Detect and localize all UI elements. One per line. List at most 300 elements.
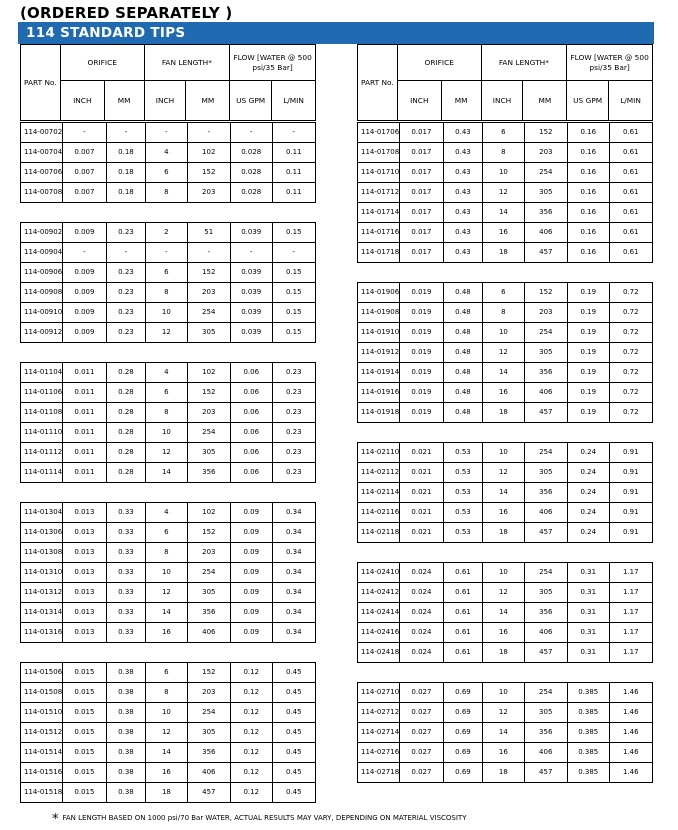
fan-mm-cell: 203: [187, 183, 230, 203]
orifice-inch-header: INCH: [60, 81, 104, 121]
fan-mm-cell: 254: [524, 683, 567, 703]
part-number-cell: 114-01112: [21, 443, 63, 463]
table-row: [358, 703, 653, 723]
orifice-mm-header: MM: [104, 81, 144, 121]
table-row: [21, 623, 316, 643]
l-min-cell: 0.91: [609, 463, 653, 483]
fan-inch-cell: 10: [146, 423, 187, 443]
fan-mm-cell: 152: [187, 263, 230, 283]
part-number-cell: 114-01314: [21, 603, 63, 623]
l-min-cell: -: [272, 243, 316, 263]
orifice-mm-cell: 0.33: [106, 503, 146, 523]
us-gpm-cell: 0.06: [231, 363, 273, 383]
us-gpm-cell: 0.039: [230, 303, 272, 323]
table-row: [358, 283, 653, 303]
us-gpm-cell: 0.12: [231, 703, 273, 723]
us-gpm-cell: 0.12: [231, 683, 273, 703]
fan-mm-cell: 457: [524, 763, 567, 783]
fan-inch-cell: 4: [146, 363, 187, 383]
right-group-1: [357, 122, 653, 263]
orifice-mm-cell: 0.18: [106, 163, 146, 183]
orifice-mm-cell: 0.53: [443, 463, 483, 483]
part-number-cell: 114-01506: [21, 663, 63, 683]
orifice-inch-cell: 0.013: [63, 623, 107, 643]
fan-length-header: FAN LENGTH*: [481, 45, 567, 81]
orifice-inch-cell: 0.015: [63, 763, 107, 783]
orifice-inch-cell: 0.015: [63, 703, 107, 723]
fan-mm-cell: 305: [187, 583, 230, 603]
orifice-mm-cell: 0.23: [106, 303, 146, 323]
l-min-header: L/MIN: [272, 81, 316, 121]
part-number-cell: 114-01912: [358, 343, 400, 363]
orifice-mm-cell: 0.48: [443, 303, 483, 323]
part-number-cell: 114-00706: [21, 163, 63, 183]
us-gpm-cell: 0.19: [568, 343, 610, 363]
fan-inch-cell: 6: [146, 523, 187, 543]
orifice-inch-cell: 0.027: [400, 763, 444, 783]
us-gpm-cell: 0.16: [568, 243, 610, 263]
orifice-mm-cell: 0.43: [443, 163, 483, 183]
fan-inch-cell: 12: [146, 443, 187, 463]
orifice-mm-cell: 0.61: [443, 643, 483, 663]
orifice-mm-cell: 0.33: [106, 583, 146, 603]
fan-mm-cell: 457: [187, 783, 230, 803]
part-number-cell: 114-01514: [21, 743, 63, 763]
table-row: [358, 723, 653, 743]
l-min-cell: 0.23: [272, 383, 316, 403]
left-group-1: [20, 122, 316, 203]
orifice-mm-cell: 0.33: [106, 603, 146, 623]
us-gpm-cell: 0.24: [568, 483, 610, 503]
orifice-mm-cell: 0.69: [443, 683, 483, 703]
table-row: [21, 463, 316, 483]
table-row: [21, 783, 316, 803]
orifice-inch-cell: 0.019: [400, 283, 444, 303]
orifice-mm-cell: 0.61: [443, 603, 483, 623]
fan-inch-cell: 18: [483, 403, 524, 423]
footnote-asterisk: *: [52, 812, 59, 827]
table-row: [358, 763, 653, 783]
table-row: [21, 683, 316, 703]
fan-inch-cell: 16: [483, 743, 524, 763]
us-gpm-cell: 0.028: [230, 163, 272, 183]
orifice-inch-cell: 0.013: [63, 543, 107, 563]
part-number-cell: 114-00704: [21, 143, 63, 163]
footnote-text: FAN LENGTH BASED ON 1000 psi/70 Bar WATER, ACTUAL RESULTS MAY VARY, DEPENDING ON MATERIAL VISCOSITY: [62, 814, 467, 822]
us-gpm-cell: 0.385: [567, 763, 609, 783]
l-min-cell: 0.34: [272, 583, 316, 603]
table-row: [21, 723, 316, 743]
fan-mm-cell: 356: [524, 723, 567, 743]
fan-inch-cell: 10: [483, 683, 524, 703]
part-number-cell: 114-01306: [21, 523, 63, 543]
l-min-cell: 0.15: [272, 303, 316, 323]
orifice-inch-cell: 0.011: [63, 403, 107, 423]
fan-inch-cell: 8: [146, 183, 187, 203]
fan-mm-cell: 457: [524, 643, 567, 663]
orifice-mm-cell: 0.33: [106, 563, 146, 583]
l-min-cell: 1.46: [609, 683, 653, 703]
orifice-inch-cell: 0.007: [63, 183, 107, 203]
l-min-header: L/MIN: [609, 81, 653, 121]
l-min-cell: 1.46: [609, 763, 653, 783]
fan-mm-cell: -: [187, 243, 230, 263]
fan-mm-cell: 152: [187, 383, 230, 403]
fan-mm-cell: 406: [524, 623, 567, 643]
table-row: [358, 623, 653, 643]
orifice-inch-cell: 0.027: [400, 683, 444, 703]
fan-inch-header: INCH: [144, 81, 186, 121]
orifice-mm-cell: -: [106, 243, 146, 263]
orifice-mm-cell: 0.61: [443, 583, 483, 603]
orifice-mm-cell: 0.48: [443, 283, 483, 303]
l-min-cell: 0.11: [272, 183, 316, 203]
part-number-cell: 114-02418: [358, 643, 400, 663]
orifice-inch-cell: 0.019: [400, 343, 444, 363]
ordered-separately-heading: (ORDERED SEPARATELY ): [20, 4, 233, 22]
orifice-mm-cell: 0.38: [106, 743, 146, 763]
fan-mm-cell: 356: [524, 603, 567, 623]
fan-mm-cell: 152: [524, 123, 567, 143]
part-number-cell: 114-00912: [21, 323, 63, 343]
us-gpm-cell: 0.09: [231, 623, 273, 643]
table-row: [21, 403, 316, 423]
l-min-cell: 0.23: [272, 443, 316, 463]
orifice-inch-cell: 0.021: [400, 443, 444, 463]
l-min-cell: 0.72: [609, 323, 653, 343]
fan-inch-cell: -: [146, 243, 187, 263]
orifice-inch-cell: 0.017: [400, 143, 444, 163]
l-min-cell: 0.15: [272, 283, 316, 303]
table-row: [21, 583, 316, 603]
orifice-inch-cell: 0.027: [400, 703, 444, 723]
l-min-cell: 0.61: [609, 163, 653, 183]
l-min-cell: 0.23: [272, 423, 316, 443]
orifice-inch-cell: 0.009: [63, 263, 107, 283]
orifice-mm-cell: 0.28: [106, 463, 146, 483]
orifice-mm-cell: 0.69: [443, 743, 483, 763]
l-min-cell: 0.34: [272, 523, 316, 543]
fan-inch-cell: 6: [483, 123, 524, 143]
table-row: [21, 323, 316, 343]
l-min-cell: 0.15: [272, 223, 316, 243]
orifice-mm-cell: 0.48: [443, 323, 483, 343]
fan-inch-cell: 18: [483, 243, 524, 263]
table-row: [358, 243, 653, 263]
table-row: [358, 403, 653, 423]
part-number-cell: 114-01104: [21, 363, 63, 383]
l-min-cell: 1.17: [609, 603, 653, 623]
fan-inch-cell: 14: [483, 363, 524, 383]
us-gpm-cell: 0.16: [568, 143, 610, 163]
orifice-mm-cell: 0.48: [443, 383, 483, 403]
orifice-mm-cell: 0.38: [106, 723, 146, 743]
orifice-mm-cell: 0.61: [443, 623, 483, 643]
us-gpm-cell: 0.16: [568, 123, 610, 143]
fan-inch-header: INCH: [481, 81, 523, 121]
part-number-cell: 114-01108: [21, 403, 63, 423]
fan-mm-cell: 152: [524, 283, 567, 303]
us-gpm-cell: 0.09: [231, 563, 273, 583]
table-row: [358, 343, 653, 363]
us-gpm-cell: 0.16: [568, 183, 610, 203]
orifice-mm-cell: 0.53: [443, 503, 483, 523]
us-gpm-cell: 0.09: [231, 503, 273, 523]
us-gpm-cell: 0.16: [568, 163, 610, 183]
us-gpm-cell: 0.24: [568, 503, 610, 523]
fan-inch-cell: 14: [483, 483, 524, 503]
table-row: [358, 323, 653, 343]
l-min-cell: 0.72: [609, 343, 653, 363]
us-gpm-cell: 0.12: [231, 783, 273, 803]
orifice-mm-cell: 0.28: [106, 363, 146, 383]
orifice-inch-cell: 0.027: [400, 723, 444, 743]
orifice-inch-cell: 0.019: [400, 383, 444, 403]
fan-mm-cell: 102: [187, 503, 230, 523]
table-row: [21, 423, 316, 443]
fan-inch-cell: 12: [483, 703, 524, 723]
fan-mm-cell: 457: [524, 403, 567, 423]
us-gpm-cell: 0.039: [230, 323, 272, 343]
us-gpm-cell: 0.31: [568, 623, 610, 643]
part-number-cell: 114-02712: [358, 703, 400, 723]
fan-mm-cell: 203: [524, 303, 567, 323]
table-row: [21, 143, 316, 163]
table-row: [358, 303, 653, 323]
part-number-cell: 114-01516: [21, 763, 63, 783]
orifice-inch-cell: -: [63, 243, 107, 263]
l-min-cell: 0.72: [609, 283, 653, 303]
us-gpm-cell: 0.16: [568, 203, 610, 223]
orifice-inch-cell: 0.021: [400, 483, 444, 503]
us-gpm-header: US GPM: [567, 81, 609, 121]
us-gpm-cell: 0.039: [230, 263, 272, 283]
fan-mm-cell: 356: [187, 463, 230, 483]
table-row: [21, 223, 316, 243]
l-min-cell: 0.15: [272, 263, 316, 283]
part-number-cell: 114-02114: [358, 483, 400, 503]
us-gpm-cell: 0.09: [231, 543, 273, 563]
table-row: [21, 703, 316, 723]
fan-inch-cell: 16: [146, 763, 187, 783]
us-gpm-cell: 0.06: [231, 423, 273, 443]
part-number-cell: 114-01708: [358, 143, 400, 163]
orifice-inch-cell: 0.021: [400, 463, 444, 483]
part-number-cell: 114-02110: [358, 443, 400, 463]
table-row: [358, 163, 653, 183]
orifice-mm-cell: 0.18: [106, 183, 146, 203]
table-row: [358, 643, 653, 663]
orifice-inch-cell: 0.017: [400, 183, 444, 203]
orifice-mm-cell: 0.38: [106, 763, 146, 783]
us-gpm-cell: 0.385: [567, 703, 609, 723]
orifice-mm-cell: 0.28: [106, 443, 146, 463]
l-min-cell: 0.61: [609, 183, 653, 203]
fan-mm-cell: 305: [524, 703, 567, 723]
fan-mm-cell: 254: [524, 163, 567, 183]
us-gpm-cell: 0.06: [231, 403, 273, 423]
orifice-inch-cell: 0.007: [63, 143, 107, 163]
fan-mm-cell: 457: [524, 243, 567, 263]
us-gpm-cell: 0.06: [231, 383, 273, 403]
l-min-cell: 0.11: [272, 163, 316, 183]
table-row: [21, 743, 316, 763]
l-min-cell: 0.23: [272, 403, 316, 423]
part-number-cell: 114-01916: [358, 383, 400, 403]
orifice-inch-cell: 0.019: [400, 403, 444, 423]
table-row: [21, 163, 316, 183]
table-row: [21, 523, 316, 543]
table-row: [358, 523, 653, 543]
part-number-cell: 114-02416: [358, 623, 400, 643]
fan-inch-cell: 16: [483, 503, 524, 523]
fan-mm-header: MM: [186, 81, 230, 121]
fan-mm-cell: 457: [524, 523, 567, 543]
orifice-mm-cell: 0.33: [106, 623, 146, 643]
us-gpm-cell: 0.12: [231, 663, 273, 683]
orifice-inch-cell: 0.009: [63, 303, 107, 323]
orifice-inch-cell: 0.009: [63, 223, 107, 243]
fan-inch-cell: 10: [483, 163, 524, 183]
l-min-cell: 0.11: [272, 143, 316, 163]
table-row: [358, 743, 653, 763]
table-row: [21, 123, 316, 143]
fan-inch-cell: 14: [483, 723, 524, 743]
orifice-mm-cell: 0.43: [443, 123, 483, 143]
l-min-cell: -: [272, 123, 316, 143]
orifice-mm-cell: 0.48: [443, 343, 483, 363]
part-number-cell: 114-01110: [21, 423, 63, 443]
footnote: [52, 812, 466, 827]
table-row: [358, 123, 653, 143]
fan-inch-cell: 18: [483, 763, 524, 783]
table-row: [21, 663, 316, 683]
us-gpm-cell: 0.19: [568, 283, 610, 303]
table-row: [21, 263, 316, 283]
fan-mm-header: MM: [523, 81, 567, 121]
fan-mm-cell: 356: [187, 603, 230, 623]
orifice-mm-cell: 0.28: [106, 423, 146, 443]
fan-inch-cell: 6: [146, 163, 187, 183]
part-number-cell: 114-01308: [21, 543, 63, 563]
l-min-cell: 0.45: [272, 783, 316, 803]
l-min-cell: 0.23: [272, 363, 316, 383]
us-gpm-cell: 0.12: [231, 743, 273, 763]
part-number-cell: 114-02412: [358, 583, 400, 603]
orifice-mm-header: MM: [441, 81, 481, 121]
table-row: [358, 683, 653, 703]
orifice-mm-cell: 0.33: [106, 523, 146, 543]
orifice-mm-cell: 0.38: [106, 663, 146, 683]
us-gpm-cell: 0.24: [568, 443, 610, 463]
fan-inch-cell: 18: [483, 643, 524, 663]
part-number-cell: 114-00906: [21, 263, 63, 283]
orifice-inch-cell: 0.017: [400, 223, 444, 243]
part-no-header: PART No.: [21, 45, 61, 121]
orifice-header: ORIFICE: [397, 45, 481, 81]
table-row: [21, 563, 316, 583]
part-number-cell: 114-01908: [358, 303, 400, 323]
part-number-cell: 114-02716: [358, 743, 400, 763]
l-min-cell: 0.15: [272, 323, 316, 343]
fan-inch-cell: 10: [483, 563, 524, 583]
section-title-banner: 114 STANDARD TIPS: [18, 22, 654, 44]
us-gpm-cell: 0.31: [568, 603, 610, 623]
fan-mm-cell: 305: [187, 443, 230, 463]
fan-mm-cell: 356: [187, 743, 230, 763]
part-number-cell: 114-02718: [358, 763, 400, 783]
part-number-cell: 114-01508: [21, 683, 63, 703]
fan-mm-cell: 51: [187, 223, 230, 243]
part-number-cell: 114-01918: [358, 403, 400, 423]
table-row: [358, 443, 653, 463]
part-number-cell: 114-00904: [21, 243, 63, 263]
orifice-mm-cell: 0.43: [443, 243, 483, 263]
table-row: [358, 503, 653, 523]
fan-mm-cell: 203: [524, 143, 567, 163]
orifice-inch-cell: 0.017: [400, 163, 444, 183]
part-number-cell: 114-02714: [358, 723, 400, 743]
part-number-cell: 114-02116: [358, 503, 400, 523]
table-row: [21, 243, 316, 263]
orifice-mm-cell: 0.43: [443, 223, 483, 243]
fan-inch-cell: 6: [146, 263, 187, 283]
orifice-mm-cell: 0.23: [106, 263, 146, 283]
us-gpm-cell: 0.19: [568, 323, 610, 343]
fan-inch-cell: 8: [146, 403, 187, 423]
fan-mm-cell: 254: [187, 563, 230, 583]
fan-inch-cell: 10: [146, 703, 187, 723]
fan-mm-cell: 152: [187, 663, 230, 683]
orifice-mm-cell: 0.48: [443, 363, 483, 383]
right-group-2: [357, 282, 653, 423]
l-min-cell: 0.34: [272, 543, 316, 563]
fan-mm-cell: 102: [187, 363, 230, 383]
orifice-mm-cell: 0.38: [106, 783, 146, 803]
orifice-mm-cell: 0.33: [106, 543, 146, 563]
l-min-cell: 0.23: [272, 463, 316, 483]
table-row: [358, 143, 653, 163]
us-gpm-cell: 0.09: [231, 523, 273, 543]
fan-mm-cell: 305: [524, 183, 567, 203]
part-number-cell: 114-00908: [21, 283, 63, 303]
table-row: [358, 183, 653, 203]
orifice-inch-cell: 0.013: [63, 503, 107, 523]
part-number-cell: 114-01710: [358, 163, 400, 183]
fan-mm-cell: 203: [187, 403, 230, 423]
fan-inch-cell: 18: [483, 523, 524, 543]
part-number-cell: 114-01914: [358, 363, 400, 383]
orifice-mm-cell: 0.43: [443, 143, 483, 163]
orifice-inch-cell: 0.011: [63, 383, 107, 403]
fan-mm-cell: 203: [187, 543, 230, 563]
left-group-4: [20, 502, 316, 643]
part-number-cell: 114-02710: [358, 683, 400, 703]
right-header-table: [357, 44, 653, 121]
us-gpm-cell: 0.12: [231, 763, 273, 783]
fan-mm-cell: 203: [187, 283, 230, 303]
fan-inch-cell: 8: [146, 543, 187, 563]
fan-inch-cell: 12: [483, 343, 524, 363]
us-gpm-cell: 0.028: [230, 183, 272, 203]
fan-inch-cell: 12: [146, 583, 187, 603]
part-number-cell: 114-01304: [21, 503, 63, 523]
part-number-cell: 114-02414: [358, 603, 400, 623]
table-row: [358, 483, 653, 503]
table-row: [358, 563, 653, 583]
fan-inch-cell: 14: [146, 743, 187, 763]
us-gpm-cell: 0.09: [231, 583, 273, 603]
